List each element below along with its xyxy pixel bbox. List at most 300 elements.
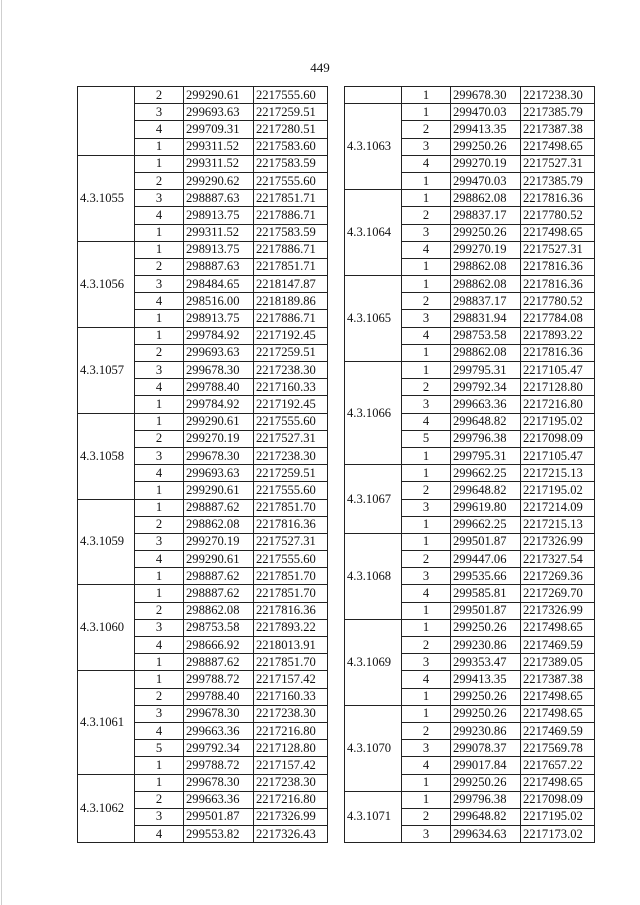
point-number-cell: 2 bbox=[135, 87, 184, 104]
y-coordinate-cell: 2217816.36 bbox=[521, 344, 595, 361]
y-coordinate-cell: 2217893.22 bbox=[254, 619, 328, 636]
x-coordinate-cell: 298862.08 bbox=[184, 516, 254, 533]
y-coordinate-cell: 2217238.30 bbox=[254, 774, 328, 791]
x-coordinate-cell: 299250.26 bbox=[451, 688, 521, 705]
y-coordinate-cell: 2217326.99 bbox=[254, 808, 328, 825]
point-number-cell: 2 bbox=[402, 482, 451, 499]
y-coordinate-cell: 2217851.70 bbox=[254, 499, 328, 516]
x-coordinate-cell: 299648.82 bbox=[451, 413, 521, 430]
y-coordinate-cell: 2217238.30 bbox=[254, 447, 328, 464]
point-number-cell: 1 bbox=[402, 602, 451, 619]
point-number-cell: 3 bbox=[135, 447, 184, 464]
point-number-cell: 1 bbox=[135, 413, 184, 430]
table-row bbox=[345, 465, 595, 482]
point-number-cell: 2 bbox=[402, 551, 451, 568]
parcel-id-cell: 4.3.1063 bbox=[345, 104, 402, 190]
y-coordinate-cell: 2217173.02 bbox=[521, 826, 595, 843]
point-number-cell: 1 bbox=[402, 190, 451, 207]
parcel-id-cell: 4.3.1056 bbox=[78, 241, 135, 327]
y-coordinate-cell: 2217886.71 bbox=[254, 207, 328, 224]
x-coordinate-cell: 299663.36 bbox=[184, 791, 254, 808]
point-number-cell: 3 bbox=[402, 224, 451, 241]
x-coordinate-cell: 299619.80 bbox=[451, 499, 521, 516]
x-coordinate-cell: 299693.63 bbox=[184, 104, 254, 121]
point-number-cell: 1 bbox=[135, 327, 184, 344]
point-number-cell: 1 bbox=[135, 155, 184, 172]
point-number-cell: 2 bbox=[402, 293, 451, 310]
table-row bbox=[78, 155, 328, 172]
x-coordinate-cell: 299470.03 bbox=[451, 104, 521, 121]
parcel-id-cell: 4.3.1060 bbox=[78, 585, 135, 671]
point-number-cell: 3 bbox=[135, 190, 184, 207]
point-number-cell: 3 bbox=[402, 499, 451, 516]
y-coordinate-cell: 2217527.31 bbox=[254, 533, 328, 550]
point-number-cell: 1 bbox=[402, 465, 451, 482]
x-coordinate-cell: 299788.72 bbox=[184, 671, 254, 688]
y-coordinate-cell: 2217214.09 bbox=[521, 499, 595, 516]
point-number-cell: 2 bbox=[402, 637, 451, 654]
point-number-cell: 4 bbox=[135, 722, 184, 739]
y-coordinate-cell: 2218189.86 bbox=[254, 293, 328, 310]
y-coordinate-cell: 2217387.38 bbox=[521, 121, 595, 138]
y-coordinate-cell: 2217238.30 bbox=[254, 705, 328, 722]
y-coordinate-cell: 2217498.65 bbox=[521, 774, 595, 791]
table-row bbox=[345, 533, 595, 550]
point-number-cell: 4 bbox=[402, 327, 451, 344]
parcel-id-cell: 4.3.1064 bbox=[345, 190, 402, 276]
point-number-cell: 1 bbox=[402, 688, 451, 705]
y-coordinate-cell: 2218147.87 bbox=[254, 276, 328, 293]
y-coordinate-cell: 2217216.80 bbox=[521, 396, 595, 413]
x-coordinate-cell: 298862.08 bbox=[451, 344, 521, 361]
table-row bbox=[345, 619, 595, 636]
parcel-id-cell bbox=[78, 87, 135, 156]
point-number-cell: 1 bbox=[135, 138, 184, 155]
table-row bbox=[345, 190, 595, 207]
x-coordinate-cell: 299795.31 bbox=[451, 447, 521, 464]
y-coordinate-cell: 2217385.79 bbox=[521, 172, 595, 189]
x-coordinate-cell: 299447.06 bbox=[451, 551, 521, 568]
point-number-cell: 3 bbox=[402, 826, 451, 843]
x-coordinate-cell: 299678.30 bbox=[184, 774, 254, 791]
y-coordinate-cell: 2217816.36 bbox=[254, 516, 328, 533]
point-number-cell: 4 bbox=[135, 551, 184, 568]
x-coordinate-cell: 298753.58 bbox=[184, 619, 254, 636]
parcel-id-cell: 4.3.1071 bbox=[345, 791, 402, 843]
x-coordinate-cell: 299230.86 bbox=[451, 722, 521, 739]
x-coordinate-cell: 299413.35 bbox=[451, 671, 521, 688]
point-number-cell: 1 bbox=[402, 619, 451, 636]
point-number-cell: 2 bbox=[135, 516, 184, 533]
x-coordinate-cell: 299784.92 bbox=[184, 327, 254, 344]
y-coordinate-cell: 2217326.99 bbox=[521, 602, 595, 619]
y-coordinate-cell: 2217527.31 bbox=[521, 241, 595, 258]
point-number-cell: 4 bbox=[402, 241, 451, 258]
point-number-cell: 1 bbox=[402, 774, 451, 791]
point-number-cell: 3 bbox=[135, 362, 184, 379]
point-number-cell: 1 bbox=[402, 533, 451, 550]
x-coordinate-cell: 299678.30 bbox=[184, 705, 254, 722]
x-coordinate-cell: 299792.34 bbox=[184, 740, 254, 757]
x-coordinate-cell: 299662.25 bbox=[451, 465, 521, 482]
x-coordinate-cell: 298913.75 bbox=[184, 241, 254, 258]
point-number-cell: 1 bbox=[402, 791, 451, 808]
point-number-cell: 1 bbox=[402, 104, 451, 121]
point-number-cell: 1 bbox=[402, 362, 451, 379]
point-number-cell: 1 bbox=[135, 568, 184, 585]
x-coordinate-cell: 298831.94 bbox=[451, 310, 521, 327]
y-coordinate-cell: 2217555.60 bbox=[254, 551, 328, 568]
y-coordinate-cell: 2217469.59 bbox=[521, 722, 595, 739]
x-coordinate-cell: 299270.19 bbox=[451, 155, 521, 172]
y-coordinate-cell: 2217816.36 bbox=[254, 602, 328, 619]
x-coordinate-cell: 299662.25 bbox=[451, 516, 521, 533]
x-coordinate-cell: 299693.63 bbox=[184, 465, 254, 482]
y-coordinate-cell: 2217269.70 bbox=[521, 585, 595, 602]
y-coordinate-cell: 2217192.45 bbox=[254, 327, 328, 344]
x-coordinate-cell: 299648.82 bbox=[451, 808, 521, 825]
y-coordinate-cell: 2217886.71 bbox=[254, 310, 328, 327]
y-coordinate-cell: 2217784.08 bbox=[521, 310, 595, 327]
x-coordinate-cell: 299290.62 bbox=[184, 172, 254, 189]
y-coordinate-cell: 2217389.05 bbox=[521, 654, 595, 671]
point-number-cell: 2 bbox=[402, 207, 451, 224]
point-number-cell: 3 bbox=[135, 705, 184, 722]
point-number-cell: 3 bbox=[402, 740, 451, 757]
y-coordinate-cell: 2217157.42 bbox=[254, 757, 328, 774]
x-coordinate-cell: 299788.72 bbox=[184, 757, 254, 774]
table-row bbox=[78, 241, 328, 258]
parcel-id-cell: 4.3.1065 bbox=[345, 276, 402, 362]
x-coordinate-cell: 299501.87 bbox=[184, 808, 254, 825]
y-coordinate-cell: 2217851.70 bbox=[254, 585, 328, 602]
point-number-cell: 5 bbox=[135, 740, 184, 757]
y-coordinate-cell: 2217387.38 bbox=[521, 671, 595, 688]
x-coordinate-cell: 299311.52 bbox=[184, 224, 254, 241]
y-coordinate-cell: 2217780.52 bbox=[521, 293, 595, 310]
table-row bbox=[78, 671, 328, 688]
y-coordinate-cell: 2217326.99 bbox=[521, 533, 595, 550]
y-coordinate-cell: 2217098.09 bbox=[521, 430, 595, 447]
y-coordinate-cell: 2217385.79 bbox=[521, 104, 595, 121]
x-coordinate-cell: 299250.26 bbox=[451, 705, 521, 722]
point-number-cell: 1 bbox=[402, 447, 451, 464]
x-coordinate-cell: 299678.30 bbox=[451, 87, 521, 104]
y-coordinate-cell: 2217851.70 bbox=[254, 654, 328, 671]
y-coordinate-cell: 2217469.59 bbox=[521, 637, 595, 654]
y-coordinate-cell: 2217160.33 bbox=[254, 688, 328, 705]
x-coordinate-cell: 299311.52 bbox=[184, 138, 254, 155]
point-number-cell: 4 bbox=[135, 207, 184, 224]
point-number-cell: 3 bbox=[135, 533, 184, 550]
coordinates-table-left bbox=[77, 86, 328, 843]
point-number-cell: 2 bbox=[402, 808, 451, 825]
x-coordinate-cell: 298862.08 bbox=[184, 602, 254, 619]
parcel-id-cell: 4.3.1067 bbox=[345, 465, 402, 534]
table-row bbox=[78, 585, 328, 602]
x-coordinate-cell: 299270.19 bbox=[184, 430, 254, 447]
x-coordinate-cell: 299795.31 bbox=[451, 362, 521, 379]
x-coordinate-cell: 299678.30 bbox=[184, 362, 254, 379]
y-coordinate-cell: 2217527.31 bbox=[254, 430, 328, 447]
point-number-cell: 1 bbox=[135, 757, 184, 774]
y-coordinate-cell: 2217583.60 bbox=[254, 138, 328, 155]
y-coordinate-cell: 2217555.60 bbox=[254, 482, 328, 499]
x-coordinate-cell: 299290.61 bbox=[184, 551, 254, 568]
y-coordinate-cell: 2217238.30 bbox=[254, 362, 328, 379]
point-number-cell: 2 bbox=[402, 121, 451, 138]
x-coordinate-cell: 299709.31 bbox=[184, 121, 254, 138]
y-coordinate-cell: 2217215.13 bbox=[521, 516, 595, 533]
point-number-cell: 1 bbox=[402, 516, 451, 533]
point-number-cell: 1 bbox=[402, 705, 451, 722]
coordinates-table-right bbox=[344, 86, 595, 843]
x-coordinate-cell: 299250.26 bbox=[451, 138, 521, 155]
x-coordinate-cell: 298862.08 bbox=[451, 258, 521, 275]
y-coordinate-cell: 2217105.47 bbox=[521, 447, 595, 464]
point-number-cell: 3 bbox=[135, 808, 184, 825]
parcel-id-cell: 4.3.1069 bbox=[345, 619, 402, 705]
x-coordinate-cell: 298516.00 bbox=[184, 293, 254, 310]
point-number-cell: 4 bbox=[135, 826, 184, 843]
y-coordinate-cell: 2217498.65 bbox=[521, 224, 595, 241]
x-coordinate-cell: 298913.75 bbox=[184, 310, 254, 327]
parcel-id-cell bbox=[345, 87, 402, 104]
point-number-cell: 2 bbox=[135, 430, 184, 447]
x-coordinate-cell: 298887.63 bbox=[184, 258, 254, 275]
point-number-cell: 1 bbox=[135, 654, 184, 671]
table-row bbox=[345, 276, 595, 293]
x-coordinate-cell: 299270.19 bbox=[184, 533, 254, 550]
x-coordinate-cell: 299796.38 bbox=[451, 430, 521, 447]
point-number-cell: 1 bbox=[402, 276, 451, 293]
point-number-cell: 3 bbox=[402, 654, 451, 671]
table-row bbox=[345, 362, 595, 379]
x-coordinate-cell: 298887.62 bbox=[184, 654, 254, 671]
point-number-cell: 3 bbox=[402, 396, 451, 413]
y-coordinate-cell: 2217583.59 bbox=[254, 155, 328, 172]
y-coordinate-cell: 2217216.80 bbox=[254, 722, 328, 739]
point-number-cell: 4 bbox=[135, 293, 184, 310]
table-row bbox=[78, 499, 328, 516]
scan-edge-line bbox=[1, 0, 2, 905]
point-number-cell: 4 bbox=[135, 379, 184, 396]
point-number-cell: 3 bbox=[135, 619, 184, 636]
y-coordinate-cell: 2217555.60 bbox=[254, 413, 328, 430]
y-coordinate-cell: 2217555.60 bbox=[254, 172, 328, 189]
x-coordinate-cell: 299413.35 bbox=[451, 121, 521, 138]
x-coordinate-cell: 298887.63 bbox=[184, 190, 254, 207]
y-coordinate-cell: 2217259.51 bbox=[254, 344, 328, 361]
page-number: 449 bbox=[310, 60, 330, 75]
point-number-cell: 1 bbox=[402, 87, 451, 104]
y-coordinate-cell: 2217192.45 bbox=[254, 396, 328, 413]
x-coordinate-cell: 299784.92 bbox=[184, 396, 254, 413]
y-coordinate-cell: 2217215.13 bbox=[521, 465, 595, 482]
y-coordinate-cell: 2217498.65 bbox=[521, 138, 595, 155]
x-coordinate-cell: 299693.63 bbox=[184, 344, 254, 361]
x-coordinate-cell: 299470.03 bbox=[451, 172, 521, 189]
y-coordinate-cell: 2217269.36 bbox=[521, 568, 595, 585]
x-coordinate-cell: 299788.40 bbox=[184, 688, 254, 705]
y-coordinate-cell: 2217327.54 bbox=[521, 551, 595, 568]
point-number-cell: 1 bbox=[135, 396, 184, 413]
table-row bbox=[345, 104, 595, 121]
x-coordinate-cell: 298887.62 bbox=[184, 585, 254, 602]
y-coordinate-cell: 2217893.22 bbox=[521, 327, 595, 344]
y-coordinate-cell: 2217555.60 bbox=[254, 87, 328, 104]
point-number-cell: 3 bbox=[402, 568, 451, 585]
y-coordinate-cell: 2217657.22 bbox=[521, 757, 595, 774]
parcel-id-cell: 4.3.1068 bbox=[345, 533, 402, 619]
x-coordinate-cell: 299311.52 bbox=[184, 155, 254, 172]
x-coordinate-cell: 299663.36 bbox=[184, 722, 254, 739]
point-number-cell: 1 bbox=[135, 482, 184, 499]
point-number-cell: 2 bbox=[402, 379, 451, 396]
x-coordinate-cell: 299634.63 bbox=[451, 826, 521, 843]
y-coordinate-cell: 2217128.80 bbox=[254, 740, 328, 757]
parcel-id-cell: 4.3.1066 bbox=[345, 362, 402, 465]
y-coordinate-cell: 2217238.30 bbox=[521, 87, 595, 104]
y-coordinate-cell: 2217816.36 bbox=[521, 190, 595, 207]
parcel-id-cell: 4.3.1058 bbox=[78, 413, 135, 499]
y-coordinate-cell: 2217259.51 bbox=[254, 104, 328, 121]
point-number-cell: 2 bbox=[402, 722, 451, 739]
y-coordinate-cell: 2217851.71 bbox=[254, 258, 328, 275]
point-number-cell: 1 bbox=[135, 585, 184, 602]
point-number-cell: 4 bbox=[402, 155, 451, 172]
x-coordinate-cell: 299648.82 bbox=[451, 482, 521, 499]
y-coordinate-cell: 2217098.09 bbox=[521, 791, 595, 808]
x-coordinate-cell: 299788.40 bbox=[184, 379, 254, 396]
x-coordinate-cell: 299501.87 bbox=[451, 602, 521, 619]
y-coordinate-cell: 2217105.47 bbox=[521, 362, 595, 379]
y-coordinate-cell: 2217195.02 bbox=[521, 482, 595, 499]
point-number-cell: 1 bbox=[135, 241, 184, 258]
x-coordinate-cell: 298666.92 bbox=[184, 637, 254, 654]
y-coordinate-cell: 2217195.02 bbox=[521, 808, 595, 825]
point-number-cell: 4 bbox=[402, 671, 451, 688]
parcel-id-cell: 4.3.1059 bbox=[78, 499, 135, 585]
point-number-cell: 4 bbox=[135, 465, 184, 482]
table-row bbox=[78, 327, 328, 344]
point-number-cell: 1 bbox=[402, 172, 451, 189]
parcel-id-cell: 4.3.1057 bbox=[78, 327, 135, 413]
y-coordinate-cell: 2217128.80 bbox=[521, 379, 595, 396]
y-coordinate-cell: 2217216.80 bbox=[254, 791, 328, 808]
y-coordinate-cell: 2217498.65 bbox=[521, 705, 595, 722]
point-number-cell: 4 bbox=[135, 637, 184, 654]
table-row bbox=[78, 774, 328, 791]
point-number-cell: 3 bbox=[402, 138, 451, 155]
x-coordinate-cell: 298484.65 bbox=[184, 276, 254, 293]
y-coordinate-cell: 2217816.36 bbox=[521, 276, 595, 293]
x-coordinate-cell: 299250.26 bbox=[451, 774, 521, 791]
x-coordinate-cell: 298862.08 bbox=[451, 276, 521, 293]
point-number-cell: 4 bbox=[135, 121, 184, 138]
y-coordinate-cell: 2217886.71 bbox=[254, 241, 328, 258]
x-coordinate-cell: 299501.87 bbox=[451, 533, 521, 550]
table-body bbox=[345, 87, 595, 843]
parcel-id-cell: 4.3.1061 bbox=[78, 671, 135, 774]
point-number-cell: 2 bbox=[135, 172, 184, 189]
y-coordinate-cell: 2217280.51 bbox=[254, 121, 328, 138]
x-coordinate-cell: 299078.37 bbox=[451, 740, 521, 757]
y-coordinate-cell: 2217157.42 bbox=[254, 671, 328, 688]
y-coordinate-cell: 2217259.51 bbox=[254, 465, 328, 482]
x-coordinate-cell: 299290.61 bbox=[184, 413, 254, 430]
y-coordinate-cell: 2217780.52 bbox=[521, 207, 595, 224]
table-row bbox=[78, 87, 328, 104]
x-coordinate-cell: 299585.81 bbox=[451, 585, 521, 602]
x-coordinate-cell: 298887.62 bbox=[184, 568, 254, 585]
point-number-cell: 1 bbox=[135, 774, 184, 791]
y-coordinate-cell: 2217851.71 bbox=[254, 190, 328, 207]
point-number-cell: 5 bbox=[402, 430, 451, 447]
y-coordinate-cell: 2217195.02 bbox=[521, 413, 595, 430]
x-coordinate-cell: 298862.08 bbox=[451, 190, 521, 207]
point-number-cell: 2 bbox=[135, 344, 184, 361]
point-number-cell: 1 bbox=[135, 224, 184, 241]
parcel-id-cell: 4.3.1070 bbox=[345, 705, 402, 791]
y-coordinate-cell: 2217498.65 bbox=[521, 688, 595, 705]
x-coordinate-cell: 299250.26 bbox=[451, 619, 521, 636]
point-number-cell: 4 bbox=[402, 413, 451, 430]
x-coordinate-cell: 299796.38 bbox=[451, 791, 521, 808]
x-coordinate-cell: 299017.84 bbox=[451, 757, 521, 774]
table-row bbox=[78, 413, 328, 430]
x-coordinate-cell: 298887.62 bbox=[184, 499, 254, 516]
point-number-cell: 3 bbox=[402, 310, 451, 327]
x-coordinate-cell: 299230.86 bbox=[451, 637, 521, 654]
parcel-id-cell: 4.3.1062 bbox=[78, 774, 135, 843]
y-coordinate-cell: 2217326.43 bbox=[254, 826, 328, 843]
y-coordinate-cell: 2217816.36 bbox=[521, 258, 595, 275]
point-number-cell: 1 bbox=[402, 258, 451, 275]
point-number-cell: 4 bbox=[402, 585, 451, 602]
x-coordinate-cell: 299553.82 bbox=[184, 826, 254, 843]
x-coordinate-cell: 299663.36 bbox=[451, 396, 521, 413]
parcel-id-cell: 4.3.1055 bbox=[78, 155, 135, 241]
x-coordinate-cell: 298753.58 bbox=[451, 327, 521, 344]
y-coordinate-cell: 2217527.31 bbox=[521, 155, 595, 172]
y-coordinate-cell: 2217569.78 bbox=[521, 740, 595, 757]
x-coordinate-cell: 299535.66 bbox=[451, 568, 521, 585]
table-row bbox=[345, 705, 595, 722]
x-coordinate-cell: 299290.61 bbox=[184, 482, 254, 499]
x-coordinate-cell: 299270.19 bbox=[451, 241, 521, 258]
point-number-cell: 2 bbox=[135, 688, 184, 705]
y-coordinate-cell: 2217583.59 bbox=[254, 224, 328, 241]
table-row bbox=[345, 87, 595, 104]
table-body bbox=[78, 87, 328, 843]
x-coordinate-cell: 299792.34 bbox=[451, 379, 521, 396]
x-coordinate-cell: 298837.17 bbox=[451, 293, 521, 310]
x-coordinate-cell: 298913.75 bbox=[184, 207, 254, 224]
point-number-cell: 1 bbox=[135, 671, 184, 688]
point-number-cell: 3 bbox=[135, 276, 184, 293]
point-number-cell: 1 bbox=[402, 344, 451, 361]
table-row bbox=[345, 791, 595, 808]
x-coordinate-cell: 299250.26 bbox=[451, 224, 521, 241]
point-number-cell: 1 bbox=[135, 499, 184, 516]
x-coordinate-cell: 299290.61 bbox=[184, 87, 254, 104]
point-number-cell: 1 bbox=[135, 310, 184, 327]
point-number-cell: 3 bbox=[135, 104, 184, 121]
point-number-cell: 2 bbox=[135, 791, 184, 808]
x-coordinate-cell: 299678.30 bbox=[184, 447, 254, 464]
x-coordinate-cell: 299353.47 bbox=[451, 654, 521, 671]
